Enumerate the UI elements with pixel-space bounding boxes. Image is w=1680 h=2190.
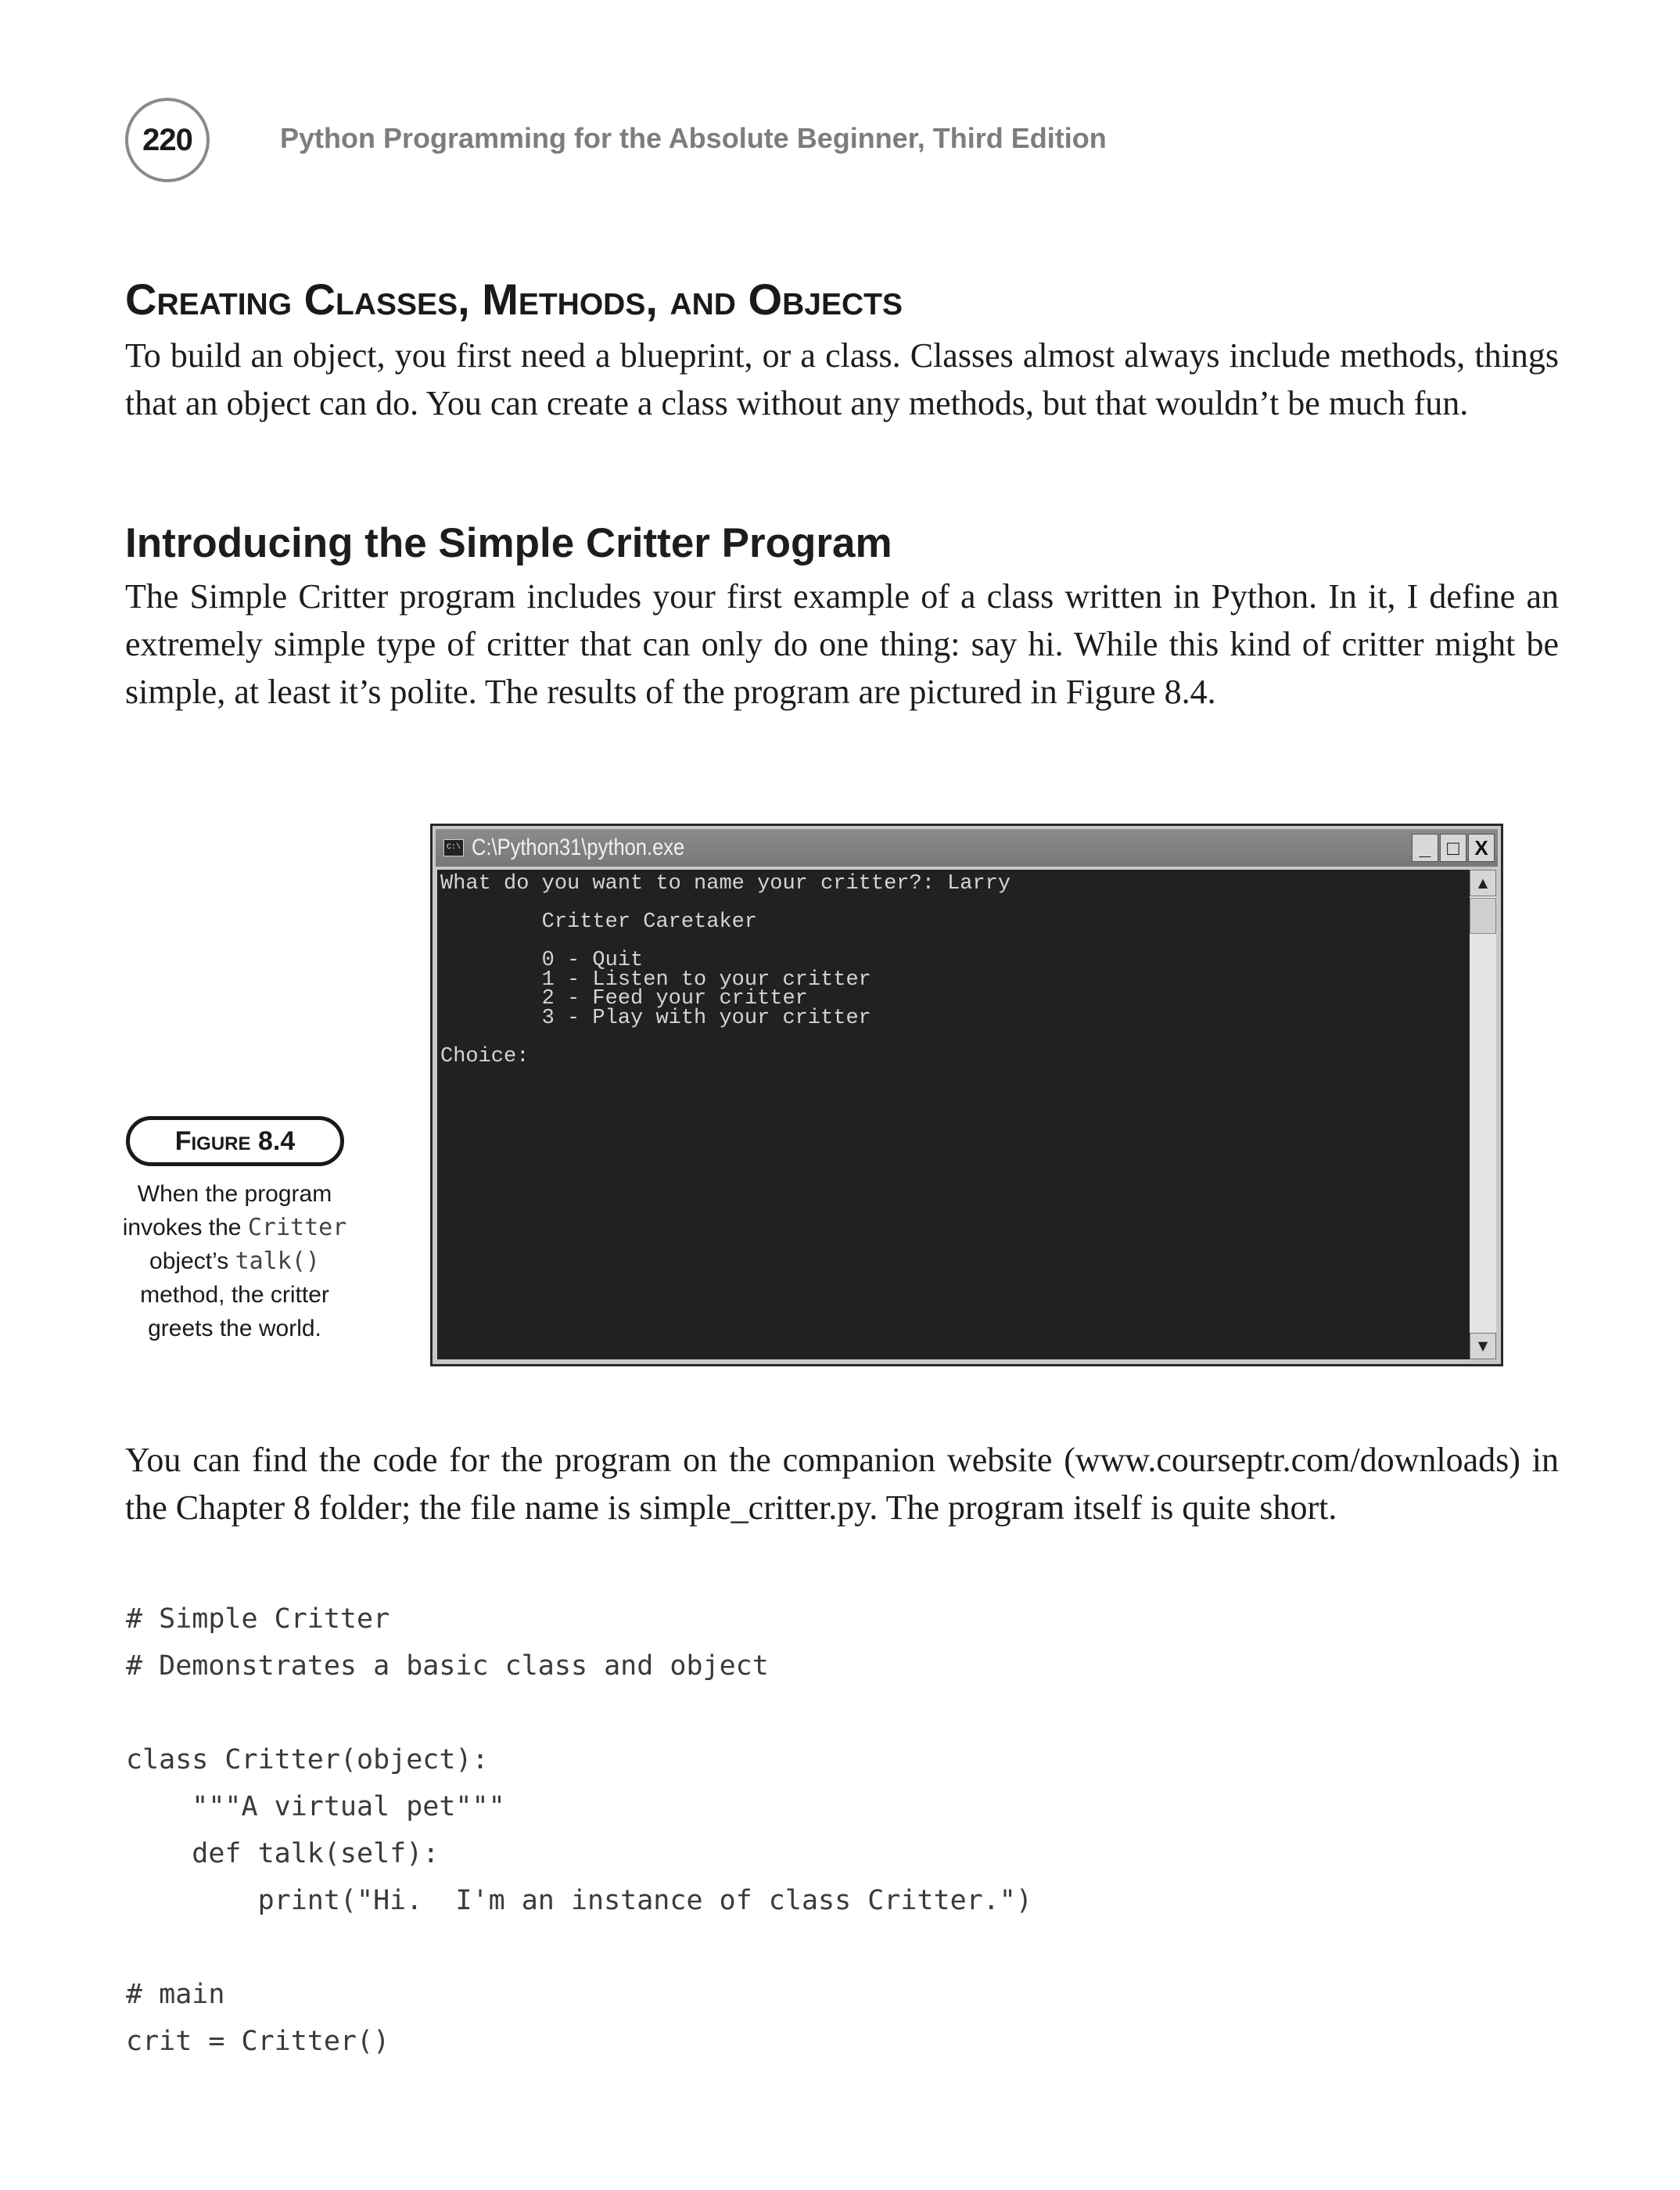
paragraph-intro: To build an object, you first need a blueprint, or a class. Classes almost always include methods, things that an object can do. You can create a class without any methods, but that wouldn’t be much fun.	[125, 336, 1559, 422]
caption-code: talk()	[235, 1248, 320, 1275]
scroll-up-button[interactable]: ▲	[1470, 870, 1496, 896]
code-listing: # Simple Critter # Demonstrates a basic class and object class Critter(object): """A virtual pet""" def talk(self): print("Hi. I'm an instance of class Critter.") # main crit = Critter()	[126, 1603, 1032, 2057]
caption-text: object’s	[149, 1248, 235, 1274]
maximize-button[interactable]: □	[1440, 834, 1466, 862]
console-output: What do you want to name your critter?: Larry Critter Caretaker 0 - Quit 1 - Listen to your critter 2 - Feed your critter 3 - Play with your critter Choice:	[437, 870, 1470, 1359]
subsection-title: Introducing the Simple Critter Program	[125, 520, 892, 566]
minimize-button[interactable]: _	[1412, 834, 1438, 862]
cmd-icon: C:\	[443, 839, 464, 856]
scrollbar[interactable]	[1470, 870, 1496, 1359]
window-title: C:\Python31\python.exe	[472, 835, 685, 860]
figure-caption	[117, 1177, 352, 1345]
running-head: Python Programming for the Absolute Beginner, Third Edition	[280, 122, 1107, 154]
console-titlebar	[436, 829, 1498, 867]
console-window-figure	[430, 824, 1503, 1366]
page-number: 220	[125, 98, 210, 182]
scrollbar-thumb[interactable]	[1470, 898, 1496, 934]
caption-text: When the program invokes the	[122, 1181, 332, 1240]
caption-code: Critter	[247, 1214, 347, 1241]
scroll-down-button[interactable]: ▼	[1470, 1333, 1496, 1359]
paragraph-program-description: The Simple Critter program includes your first example of a class written in Python. In it, I define an extremely simple type of critter that can only do one thing: say hi. While this kind of critter might be simple, at least it’s polite. The results of the program are pictured in Figure 8.4.	[125, 577, 1559, 711]
figure-label: Figure 8.4	[126, 1116, 344, 1166]
close-button[interactable]: X	[1468, 834, 1495, 862]
section-title: Creating Classes, Methods, and Objects	[125, 275, 903, 324]
caption-text: method, the critter greets the world.	[140, 1282, 329, 1341]
paragraph-code-location: You can find the code for the program on the companion website (www.courseptr.com/downloads) in the Chapter 8 folder; the file name is simple_critter.py. The program itself is quite short.	[125, 1441, 1559, 1527]
